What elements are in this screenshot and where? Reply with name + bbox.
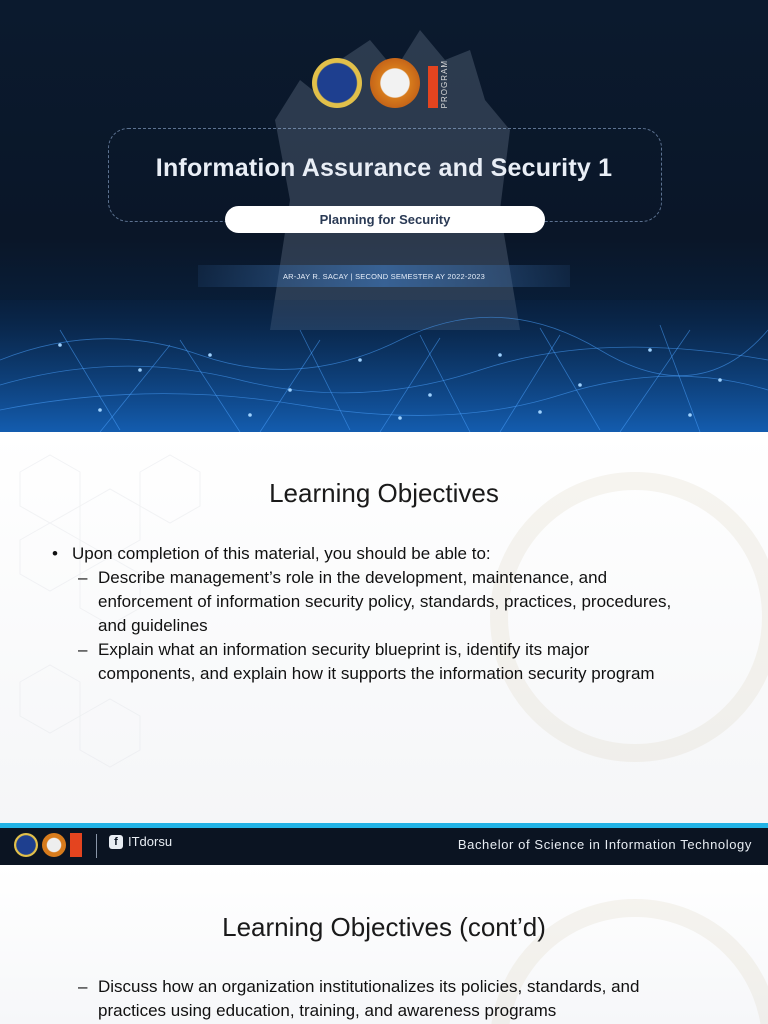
sub-list-item: – Discuss how an organization institutionalizes its policies, standards, and practices using education, training, and awareness programs bbox=[78, 977, 640, 1020]
it-program-logo-icon: PROGRAM bbox=[428, 58, 462, 108]
it-program-logo-icon bbox=[70, 833, 82, 857]
footer-logos bbox=[14, 833, 82, 857]
learning-objectives-slide bbox=[0, 432, 768, 865]
institution-logos bbox=[312, 58, 462, 108]
slide-footer bbox=[0, 823, 768, 865]
facebook-handle: f ITdorsu bbox=[109, 834, 172, 849]
facebook-icon: f bbox=[109, 835, 123, 849]
list-item: • Upon completion of this material, you should be able to: bbox=[50, 542, 690, 566]
presentation-subtitle: Planning for Security bbox=[225, 206, 545, 233]
slide-title: Learning Objectives (cont’d) bbox=[222, 912, 546, 942]
program-name: Bachelor of Science in Information Technology bbox=[457, 837, 752, 852]
footer-divider bbox=[96, 834, 97, 858]
college-seal-icon bbox=[42, 833, 66, 857]
presentation-title: Information Assurance and Security 1 bbox=[155, 154, 613, 182]
objectives-list bbox=[50, 542, 690, 686]
network-mesh-graphic bbox=[0, 300, 768, 432]
sub-list-item: – Explain what an information security blueprint is, identify its major components, and explain how it supports the information security program bbox=[78, 640, 655, 683]
university-seal-icon bbox=[312, 58, 362, 108]
title-slide bbox=[0, 0, 768, 432]
slide-title: Learning Objectives bbox=[269, 478, 499, 508]
sub-list-item: – Describe management’s role in the development, maintenance, and enforcement of information security policy, standards, practices, procedures, and guidelines bbox=[78, 568, 672, 635]
learning-objectives-cont-slide bbox=[0, 865, 768, 1024]
college-seal-icon bbox=[370, 58, 420, 108]
university-seal-icon bbox=[14, 833, 38, 857]
author-line: AR-JAY R. SACAY | SECOND SEMESTER AY 2022-2023 bbox=[198, 265, 570, 287]
objectives-list bbox=[50, 975, 710, 1023]
